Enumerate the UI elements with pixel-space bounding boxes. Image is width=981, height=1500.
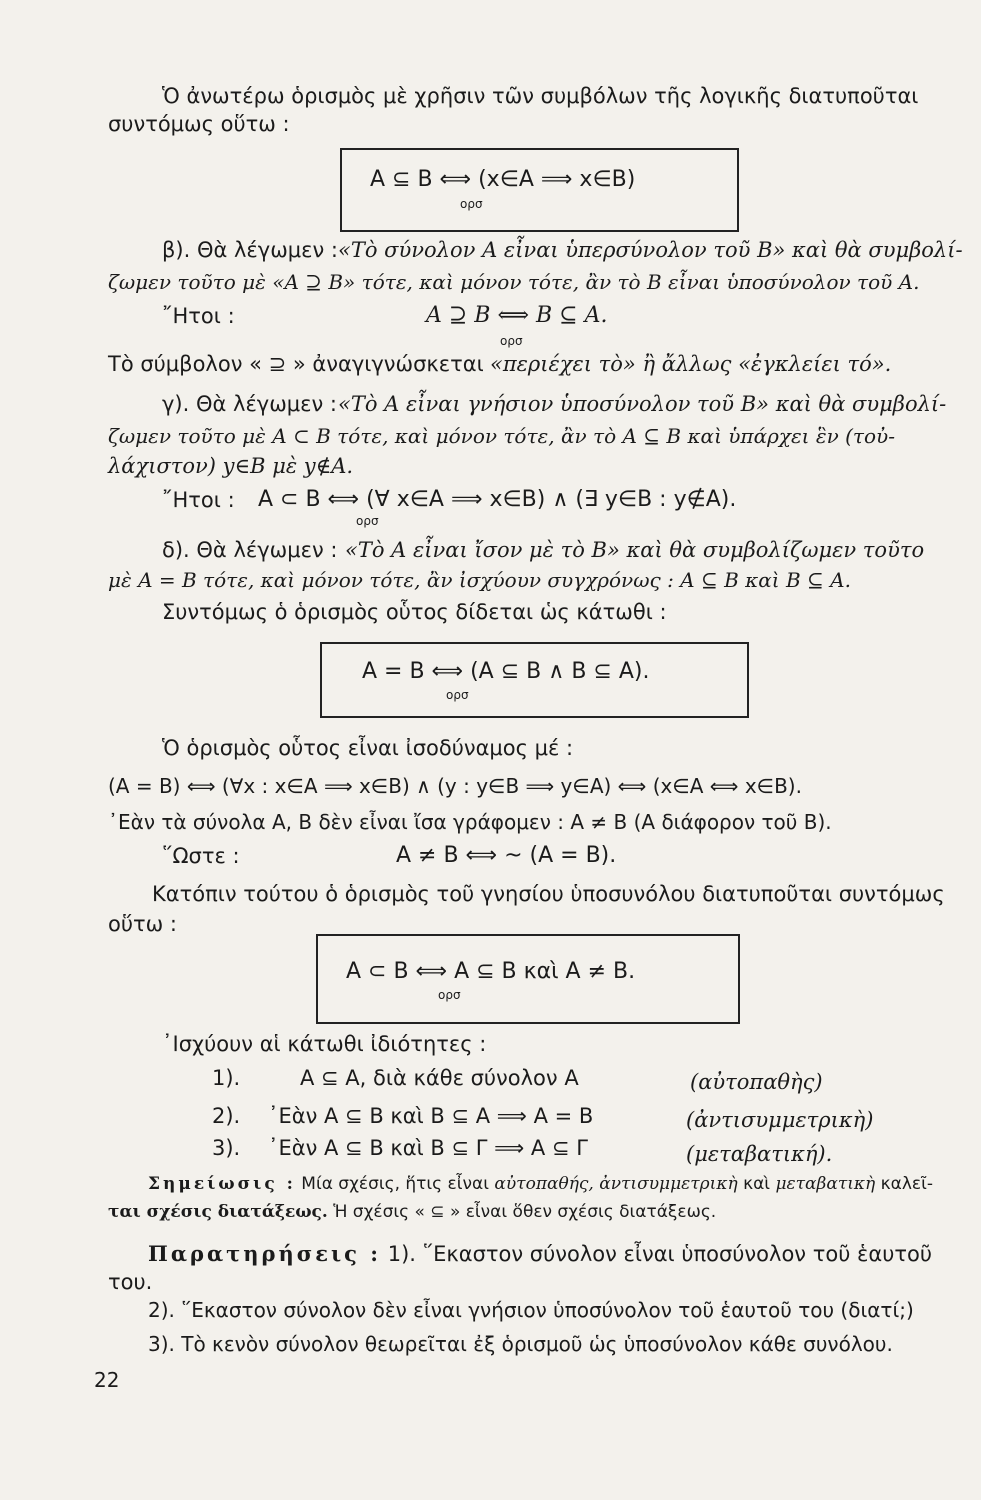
definition-box-subset <box>340 148 739 232</box>
delta-label: δ). Θὰ λέγωμεν : <box>162 538 338 562</box>
beta-subscript: ορσ <box>500 334 523 348</box>
property-number: 3). <box>212 1136 241 1160</box>
note-line-2 <box>108 1198 716 1226</box>
gamma-line-1: «Τὸ A εἶναι γνήσιον ὑποσύνολον τοῦ B» καὶ θὰ συμβολί- <box>338 392 947 416</box>
beta-formula: A ⊇ B ⟺ B ⊆ A. <box>426 303 608 328</box>
note-text-kai: καὶ <box>743 1174 771 1194</box>
gamma-line-3: λάχιστον) y∈B μὲ y∉A. <box>108 454 354 478</box>
equiv-line-2: (A = B) ⟺ (∀x : x∈A ⟹ x∈B) ∧ (y : y∈B ⟹ y∈A) ⟺ (x∈A ⟺ x∈B). <box>108 774 802 798</box>
beta-htoi: ῎Ητοι : <box>162 304 235 328</box>
gamma-htoi: ῎Ητοι : <box>162 488 235 512</box>
note-term-order: ται σχέσις διατάξεως. <box>108 1202 328 1222</box>
gamma-label: γ). Θὰ λέγωμεν : <box>162 392 338 416</box>
formula-equality: A = B ⟺ (A ⊆ B ∧ B ⊆ A). <box>362 659 650 684</box>
delta-line-1: «Τὸ A εἶναι ἴσον μὲ τὸ B» καὶ θὰ συμβολίζωμεν τοῦτο <box>345 538 925 562</box>
remark-1: 1). ῞Εκαστον σύνολον εἶναι ὑποσύνολον τοῦ ἑαυτοῦ <box>387 1242 933 1266</box>
note-term-transitive: μεταβατικὴ <box>775 1174 876 1194</box>
property-name: (ἀντισυμμετρικὴ) <box>686 1108 874 1132</box>
note-term-reflexive-antisymmetric: αὐτοπαθής, ἀντισυμμετρικὴ <box>494 1174 738 1194</box>
properties-intro: ᾿Ισχύουν αἱ κάτωθι ἰδιότητες : <box>162 1032 487 1056</box>
note-line-1 <box>148 1170 933 1198</box>
note-text-e: καλεῖ- <box>880 1174 934 1194</box>
note-text-a: Μία σχέσις, ἥτις εἶναι <box>301 1174 489 1194</box>
gamma-formula: A ⊂ B ⟺ (∀ x∈A ⟹ x∈B) ∧ (∃ y∈B : y∉A). <box>258 487 737 512</box>
remark-2: 2). ῞Εκαστον σύνολον δὲν εἶναι γνήσιον ὑποσύνολον τοῦ ἑαυτοῦ του (διατί;) <box>148 1298 914 1322</box>
property-name: (μεταβατική). <box>686 1142 833 1166</box>
property-number: 2). <box>212 1104 241 1128</box>
equiv-line-4: Κατόπιν τούτου ὁ ὁρισμὸς τοῦ γνησίου ὑποσυνόλου διατυποῦται συντόμως <box>152 882 945 906</box>
definition-box-proper-subset <box>316 934 740 1024</box>
equiv-line-3: ᾿Εὰν τὰ σύνολα A, B δὲν εἶναι ἴσα γράφομεν : A ≠ B (A διάφορον τοῦ B). <box>108 810 832 834</box>
property-statement: ᾿Εὰν A ⊆ B καὶ B ⊆ A ⟹ A = B <box>268 1104 594 1128</box>
beta-line-2: ζωμεν τοῦτο μὲ «A ⊇ B» τότε, καὶ μόνον τότε, ἂν τὸ B εἶναι ὑποσύνολον τοῦ A. <box>108 270 920 294</box>
remark-3: 3). Τὸ κενὸν σύνολον θεωρεῖται ἐξ ὁρισμοῦ ὡς ὑποσύνολον κάθε συνόλου. <box>148 1332 893 1356</box>
property-number: 1). <box>212 1066 241 1090</box>
note-label: Σημείωσις : <box>148 1174 296 1194</box>
symbol-reading-b: «περιέχει τὸ» ἢ ἄλλως «ἐγκλείει τό». <box>490 352 892 376</box>
equiv-hoste: ῞Ωστε : <box>162 844 240 868</box>
remarks-line-1 <box>148 1240 932 1268</box>
note-text-order: Ἡ σχέσις « ⊆ » εἶναι ὅθεν σχέσις διατάξεως. <box>333 1202 717 1222</box>
definition-box-equality <box>320 642 749 718</box>
def-subscript: ορσ <box>438 988 461 1002</box>
intro-line-1: Ὁ ἀνωτέρω ὁρισμὸς μὲ χρῆσιν τῶν συμβόλων τῆς λογικῆς διατυποῦται <box>162 84 919 108</box>
gamma-line-2: ζωμεν τοῦτο μὲ A ⊂ B τότε, καὶ μόνον τότε, ἂν τὸ A ⊆ B καὶ ὑπάρχει ἓν (τοὐ- <box>108 424 895 448</box>
equiv-formula: A ≠ B ⟺ ~ (A = B). <box>396 843 617 868</box>
def-subscript: ορσ <box>460 197 483 211</box>
delta-line-3: Συντόμως ὁ ὁρισμὸς οὗτος δίδεται ὡς κάτωθι : <box>162 600 667 624</box>
gamma-subscript: ορσ <box>356 514 379 528</box>
def-subscript: ορσ <box>446 688 469 702</box>
remark-1-cont: του. <box>108 1270 153 1294</box>
beta-label: β). Θὰ λέγωμεν : <box>162 238 338 262</box>
property-name: (αὐτοπαθὴς) <box>690 1070 823 1094</box>
delta-line-2: μὲ A = B τότε, καὶ μόνον τότε, ἂν ἰσχύουν συγχρόνως : A ⊆ B καὶ B ⊆ A. <box>108 568 851 592</box>
formula-subset: A ⊆ B ⟺ (x∈A ⟹ x∈B) <box>370 167 636 192</box>
beta-line-1: «Τὸ σύνολον A εἶναι ὑπερσύνολον τοῦ B» καὶ θὰ συμβολί- <box>338 238 963 262</box>
intro-line-2: συντόμως οὕτω : <box>108 112 290 136</box>
symbol-reading-a: Τὸ σύμβολον « ⊇ » ἀναγιγνώσκεται <box>108 352 484 376</box>
page-number: 22 <box>94 1368 120 1392</box>
property-statement: A ⊆ A, διὰ κάθε σύνολον A <box>300 1066 579 1090</box>
equiv-line-5: οὕτω : <box>108 912 177 936</box>
equiv-line-1: Ὁ ὁρισμὸς οὗτος εἶναι ἰσοδύναμος μέ : <box>162 736 574 760</box>
formula-proper-subset: A ⊂ B ⟺ A ⊆ B καὶ A ≠ B. <box>346 959 636 984</box>
remarks-label: Παρατηρήσεις : <box>148 1241 382 1266</box>
property-statement: ᾿Εὰν A ⊆ B καὶ B ⊆ Γ ⟹ A ⊆ Γ <box>268 1136 588 1160</box>
